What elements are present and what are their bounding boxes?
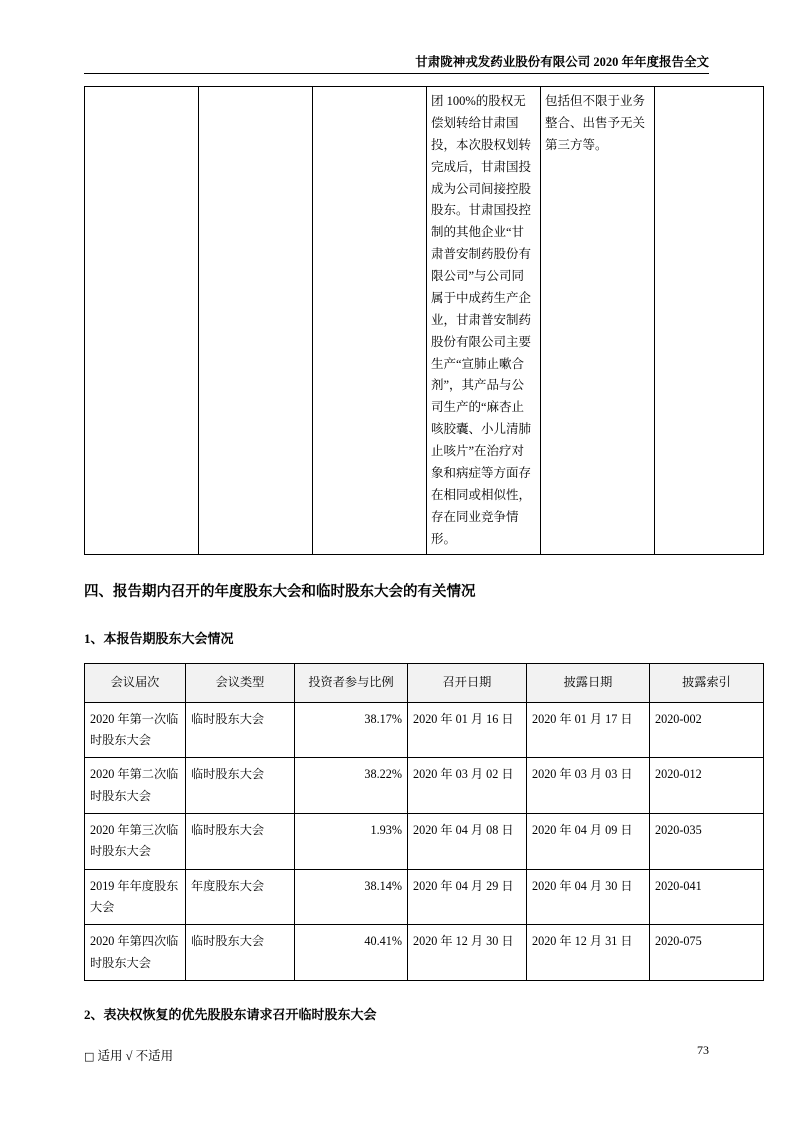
cell-ratio: 1.93% bbox=[295, 814, 408, 870]
cell-type: 临时股东大会 bbox=[186, 925, 295, 981]
cell-empty-6 bbox=[655, 87, 764, 555]
page-number: 73 bbox=[697, 1043, 709, 1057]
cell-session: 2020 年第三次临时股东大会 bbox=[85, 814, 186, 870]
cell-ratio: 38.22% bbox=[295, 758, 408, 814]
table-header-row bbox=[85, 664, 764, 702]
cell-hold-date: 2020 年 01 月 16 日 bbox=[408, 702, 527, 758]
table-row bbox=[85, 758, 764, 814]
cell-disclose-date: 2020 年 04 月 09 日 bbox=[527, 814, 650, 870]
cell-disclose-date: 2020 年 04 月 30 日 bbox=[527, 869, 650, 925]
cell-type: 临时股东大会 bbox=[186, 814, 295, 870]
cell-hold-date: 2020 年 04 月 08 日 bbox=[408, 814, 527, 870]
table-row bbox=[85, 702, 764, 758]
cell-index: 2020-002 bbox=[650, 702, 764, 758]
page-content bbox=[84, 86, 731, 1067]
cell-disclose-date: 2020 年 12 月 31 日 bbox=[527, 925, 650, 981]
cell-empty-3 bbox=[313, 87, 427, 555]
cell-index: 2020-075 bbox=[650, 925, 764, 981]
cell-empty-1 bbox=[85, 87, 199, 555]
cell-session: 2020 年第四次临时股东大会 bbox=[85, 925, 186, 981]
shareholder-meetings-table bbox=[84, 663, 764, 981]
cell-ratio: 40.41% bbox=[295, 925, 408, 981]
cell-session: 2020 年第二次临时股东大会 bbox=[85, 758, 186, 814]
cell-index: 2020-035 bbox=[650, 814, 764, 870]
page-header: 甘肃陇神戎发药业股份有限公司 2020 年年度报告全文 bbox=[415, 55, 709, 69]
cell-type: 年度股东大会 bbox=[186, 869, 295, 925]
section-heading: 四、报告期内召开的年度股东大会和临时股东大会的有关情况 bbox=[84, 584, 476, 601]
header-ratio: 投资者参与比例 bbox=[295, 664, 408, 702]
header-disclose-date: 披露日期 bbox=[527, 664, 650, 702]
subsection-heading-1: 1、本报告期股东大会情况 bbox=[84, 630, 234, 646]
applicability-text: 适用 √ 不适用 bbox=[97, 1048, 174, 1063]
cell-ratio: 38.14% bbox=[295, 869, 408, 925]
cell-empty-2 bbox=[199, 87, 313, 555]
table-row bbox=[85, 869, 764, 925]
cell-disclose-date: 2020 年 03 月 03 日 bbox=[527, 758, 650, 814]
cell-commitment-reason: 包括但不限于业务整合、出售予无关第三方等。 bbox=[541, 87, 655, 555]
cell-session: 2020 年第一次临时股东大会 bbox=[85, 702, 186, 758]
table-row bbox=[85, 87, 764, 555]
table-row bbox=[85, 925, 764, 981]
table-row bbox=[85, 814, 764, 870]
cell-type: 临时股东大会 bbox=[186, 702, 295, 758]
cell-hold-date: 2020 年 04 月 29 日 bbox=[408, 869, 527, 925]
cell-commitment-content: 团 100%的股权无偿划转给甘肃国投，本次股权划转完成后，甘肃国投成为公司间接控股股东。甘肃国投控制的其他企业“甘肃普安制药股份有限公司”与公司同属于中成药生产企业，甘肃普安制药股份有限公司主要生产“宣肺止嗽合剂”，其产品与公司生产的“麻杏止咳胶囊、小儿清肺止咳片”在治疗对象和病症等方面存在相同或相似性，存在同业竞争情形。 bbox=[427, 87, 541, 555]
header-type: 会议类型 bbox=[186, 664, 295, 702]
continued-commitment-table bbox=[84, 86, 764, 555]
header-session: 会议届次 bbox=[85, 664, 186, 702]
header-index: 披露索引 bbox=[650, 664, 764, 702]
cell-index: 2020-012 bbox=[650, 758, 764, 814]
cell-type: 临时股东大会 bbox=[186, 758, 295, 814]
checkbox-unchecked-icon: □ bbox=[84, 1049, 95, 1063]
cell-hold-date: 2020 年 12 月 30 日 bbox=[408, 925, 527, 981]
header-divider bbox=[84, 73, 709, 74]
cell-ratio: 38.17% bbox=[295, 702, 408, 758]
cell-index: 2020-041 bbox=[650, 869, 764, 925]
header-hold-date: 召开日期 bbox=[408, 664, 527, 702]
cell-disclose-date: 2020 年 01 月 17 日 bbox=[527, 702, 650, 758]
cell-session: 2019 年年度股东大会 bbox=[85, 869, 186, 925]
subsection-heading-2: 2、表决权恢复的优先股股东请求召开临时股东大会 bbox=[84, 1007, 377, 1023]
cell-hold-date: 2020 年 03 月 02 日 bbox=[408, 758, 527, 814]
